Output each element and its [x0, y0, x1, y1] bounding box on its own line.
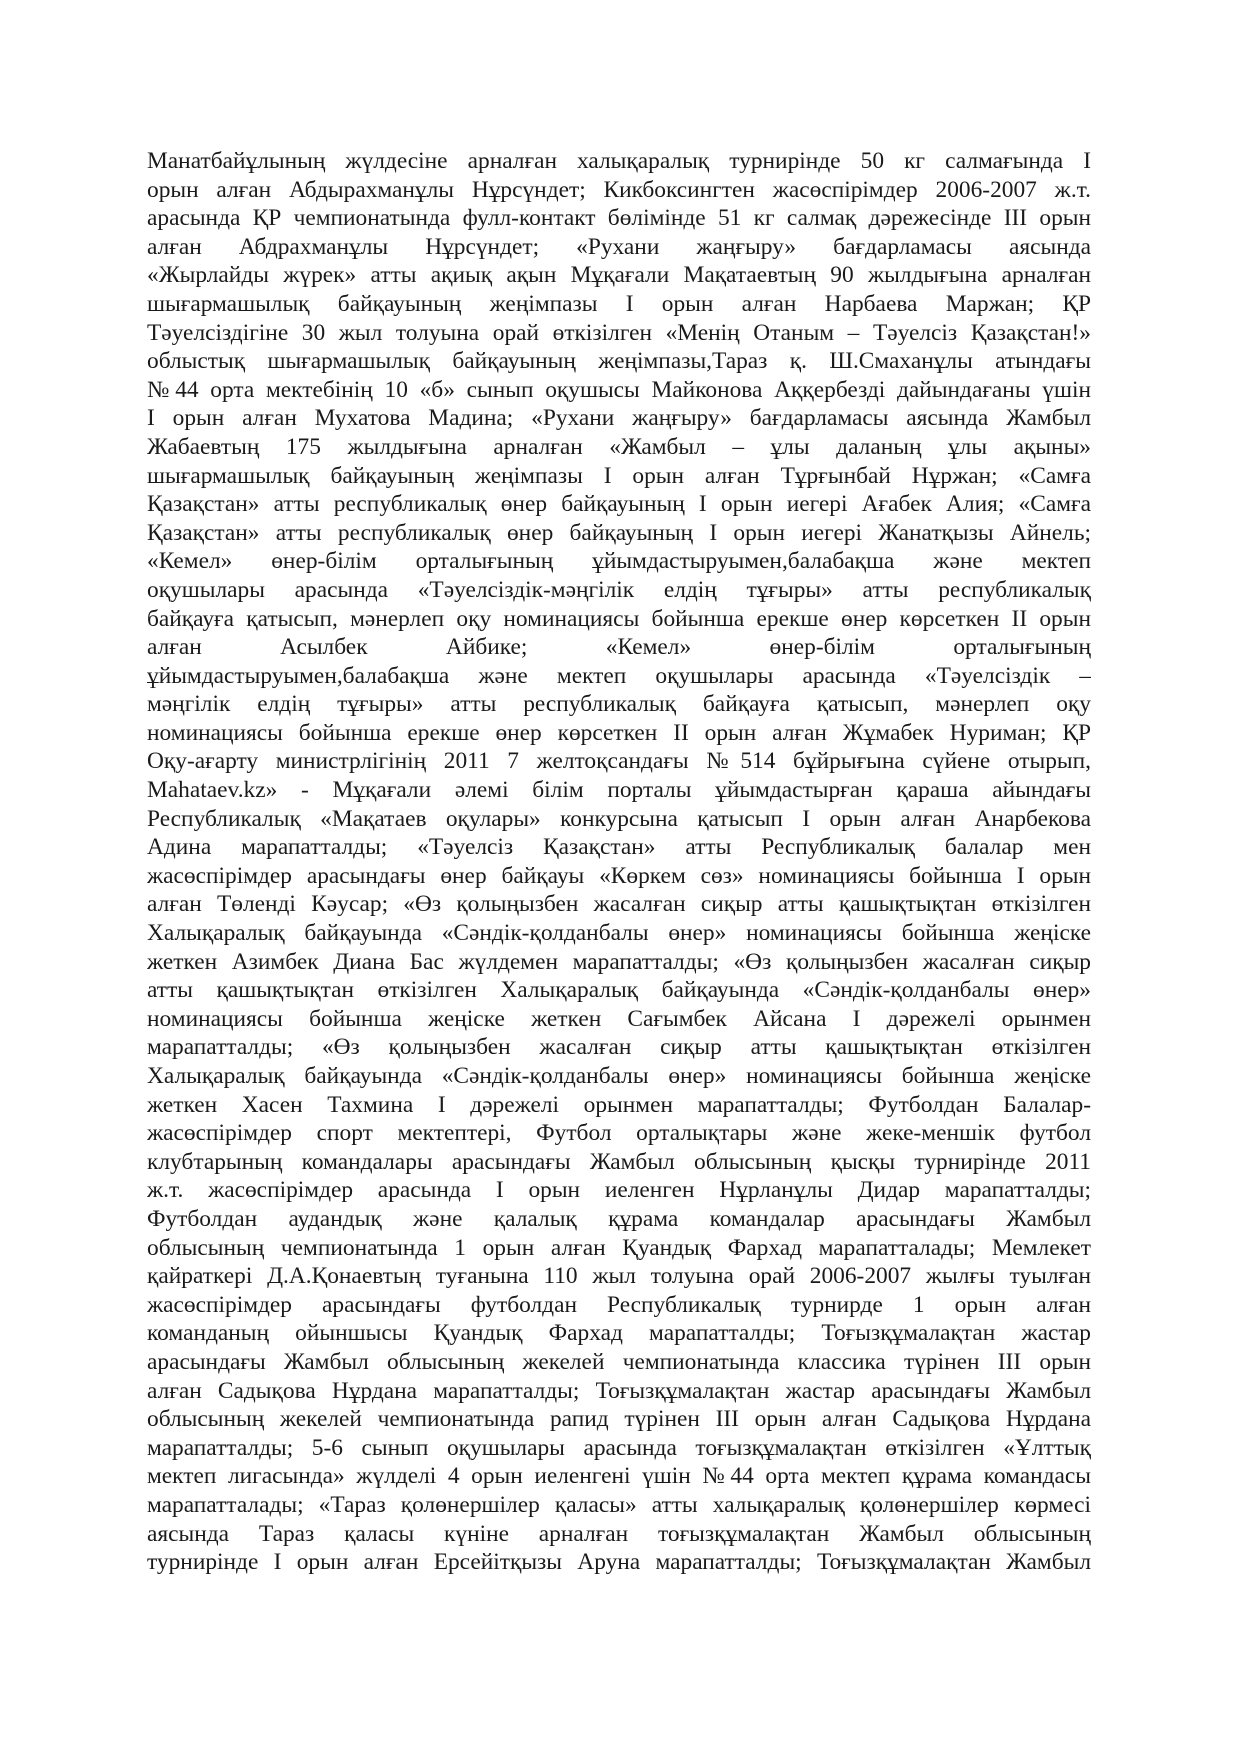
text-line: алған Садықова Нұрдана марапатталды; Тоғызқұмалақтан жастар арасындағы Жамбыл — [147, 1377, 1091, 1404]
text-line: клубтарының командалары арасындағы Жамбыл облысының қысқы турнирінде 2011 — [147, 1148, 1091, 1175]
text-line: марапатталады; «Тараз қолөнершілер қаласы» атты халықаралық қолөнершілер көрмесі — [147, 1491, 1091, 1518]
text-line: облысының чемпионатында 1 орын алған Қуандық Фархад марапатталады; Мемлекет — [147, 1234, 1091, 1261]
text-line: Mahataev.kz» - Мұқағали әлемі білім порталы ұйымдастырған қараша айындағы — [147, 777, 1091, 804]
text-line: Қазақстан» атты республикалық өнер байқауының І орын иегері Жанатқызы Айнель; — [147, 519, 1091, 546]
text-line: шығармашылық байқауының жеңімпазы І орын алған Нарбаева Маржан; ҚР — [147, 290, 1091, 317]
text-line: номинациясы бойынша жеңіске жеткен Сағымбек Айсана І дәрежелі орынмен — [147, 1005, 1091, 1032]
text-line: І орын алған Мухатова Мадина; «Рухани жаңғыру» бағдарламасы аясында Жамбыл — [147, 405, 1091, 432]
text-line: облыстық шығармашылық байқауының жеңімпазы,Тараз қ. Ш.Смаханұлы атындағы — [147, 348, 1091, 375]
text-line: «Жырлайды жүрек» атты ақиық ақын Мұқағали Мақатаевтың 90 жылдығына арналған — [147, 262, 1091, 289]
text-line: Манатбайұлының жүлдесіне арналған халықаралық турнирінде 50 кг салмағында І — [147, 148, 1091, 174]
text-line: облысының жекелей чемпионатында рапид түрінен ІІІ орын алған Садықова Нұрдана — [147, 1406, 1091, 1433]
text-line: атты қашықтықтан өткізілген Халықаралық байқауында «Сәндік-қолданбалы өнер» — [147, 977, 1091, 1004]
text-line: байқауға қатысып, мәнерлеп оқу номинациясы бойынша ерекше өнер көрсеткен ІІ орын — [147, 605, 1091, 632]
text-line: жасөспірімдер арасындағы футболдан Республикалық турнирде 1 орын алған — [147, 1291, 1091, 1318]
text-line: ұйымдастыруымен,балабақша және мектеп оқушылары арасында «Тәуелсіздік – — [147, 662, 1091, 689]
text-line: ж.т. жасөспірімдер арасында І орын иеленген Нұрланұлы Дидар марапатталды; — [147, 1177, 1091, 1204]
text-line: алған Абдрахманұлы Нұрсүндет; «Рухани жаңғыру» бағдарламасы аясында — [147, 233, 1091, 260]
text-line: орын алған Абдырахманұлы Нұрсүндет; Кикбоксингтен жасөспірімдер 2006-2007 ж.т. — [147, 176, 1091, 203]
text-line: оқушылары арасында «Тәуелсіздік-мәңгілік елдің тұғыры» атты республикалық — [147, 576, 1091, 603]
text-line: Тәуелсіздігіне 30 жыл толуына орай өткізілген «Менің Отаным – Тәуелсіз Қазақстан!» — [147, 319, 1091, 346]
text-line: Жабаевтың 175 жылдығына арналған «Жамбыл – ұлы даланың ұлы ақыны» — [147, 433, 1091, 460]
text-line: марапатталды; 5-6 сынып оқушылары арасында тоғызқұмалақтан өткізілген «Ұлттық — [147, 1434, 1091, 1461]
text-line: алған Төленді Кәусар; «Өз қолыңызбен жасалған сиқыр атты қашықтықтан өткізілген — [147, 891, 1091, 918]
text-line: жеткен Азимбек Диана Бас жүлдемен марапатталды; «Өз қолыңызбен жасалған сиқыр — [147, 948, 1091, 975]
text-line: Адина марапатталды; «Тәуелсіз Қазақстан» атты Республикалық балалар мен — [147, 834, 1091, 861]
text-line: «Кемел» өнер-білім орталығының ұйымдастыруымен,балабақша және мектеп — [147, 548, 1091, 575]
text-line: турнирінде І орын алған Ерсейітқызы Аруна марапатталды; Тоғызқұмалақтан Жамбыл — [147, 1549, 1091, 1576]
text-line: Халықаралық байқауында «Сәндік-қолданбалы өнер» номинациясы бойынша жеңіске — [147, 920, 1091, 947]
text-line: жасөспірімдер спорт мектептері, Футбол орталықтары және жеке-меншік футбол — [147, 1120, 1091, 1147]
text-line: марапатталды; «Өз қолыңызбен жасалған сиқыр атты қашықтықтан өткізілген — [147, 1034, 1091, 1061]
text-line: Халықаралық байқауында «Сәндік-қолданбалы өнер» номинациясы бойынша жеңіске — [147, 1063, 1091, 1089]
text-line: Оқу-ағарту министрлігінің 2011 7 желтоқсандағы №514 бұйрығына сүйене отырып, — [147, 748, 1091, 775]
text-line: мектеп лигасында» жүлделі 4 орын иеленгені үшін №44 орта мектеп құрама командасы — [147, 1463, 1091, 1490]
text-line: мәңгілік елдің тұғыры» атты республикалық байқауға қатысып, мәнерлеп оқу — [147, 691, 1091, 718]
text-line: жасөспірімдер арасындағы өнер байқауы «Көркем сөз» номинациясы бойынша І орын — [147, 862, 1091, 889]
text-line: номинациясы бойынша ерекше өнер көрсеткен ІІ орын алған Жұмабек Нуриман; ҚР — [147, 719, 1091, 746]
text-line: шығармашылық байқауының жеңімпазы І орын алған Тұрғынбай Нұржан; «Самға — [147, 462, 1091, 489]
text-line: алған Асылбек Айбике; «Кемел» өнер-білім орталығының — [147, 634, 1091, 661]
text-line: қайраткері Д.А.Қонаевтың туғанына 110 жыл толуына орай 2006-2007 жылғы туылған — [147, 1263, 1091, 1290]
text-line: арасында ҚР чемпионатында фулл-контакт бөлімінде 51 кг салмақ дәрежесінде ІІІ орын — [147, 205, 1091, 232]
text-line: жеткен Хасен Тахмина І дәрежелі орынмен марапатталды; Футболдан Балалар- — [147, 1091, 1091, 1118]
body-paragraph — [147, 147, 1091, 1577]
text-line: №44 орта мектебінің 10 «б» сынып оқушысы Майконова Аққербезді дайындағаны үшін — [147, 376, 1091, 403]
text-line: Республикалық «Мақатаев оқулары» конкурсына қатысып І орын алған Анарбекова — [147, 805, 1091, 832]
text-line: Қазақстан» атты республикалық өнер байқауының І орын иегері Ағабек Алия; «Самға — [147, 491, 1091, 518]
text-line: Футболдан аудандық және қалалық құрама командалар арасындағы Жамбыл — [147, 1205, 1091, 1232]
text-line: команданың ойыншысы Қуандық Фархад марапатталды; Тоғызқұмалақтан жастар — [147, 1320, 1091, 1347]
text-line: аясында Тараз қаласы күніне арналған тоғызқұмалақтан Жамбыл облысының — [147, 1520, 1091, 1547]
text-line: арасындағы Жамбыл облысының жекелей чемпионатында классика түрінен ІІІ орын — [147, 1348, 1091, 1375]
